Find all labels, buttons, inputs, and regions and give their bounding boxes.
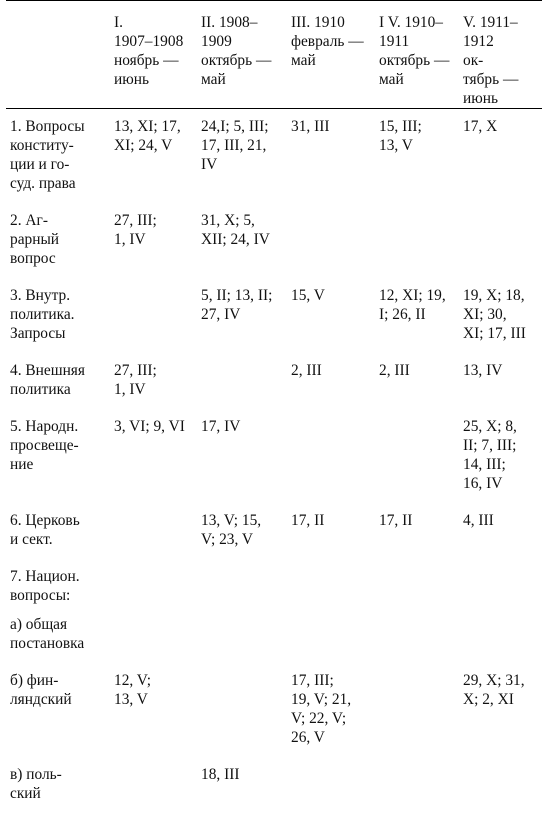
- table-cell: 27, III; 1, IV: [108, 353, 195, 409]
- table-cell: 17, IV: [195, 409, 285, 503]
- header-row: [6, 1, 542, 109]
- header-session-2: II. 1908– 1909 октябрь — май: [195, 1, 285, 109]
- table-cell: 13, XI; 17, XI; 24, V: [108, 109, 195, 204]
- table-cell: 17, II: [373, 503, 457, 559]
- row-topic: 7. Национ. вопросы:: [6, 559, 108, 607]
- table-cell: 17, II: [285, 503, 373, 559]
- table-row: [6, 203, 542, 278]
- row-topic: 5. Народн. просвеще- ние: [6, 409, 108, 503]
- table-row: [6, 559, 542, 607]
- header-session-1: I. 1907–1908 ноябрь — июнь: [108, 1, 195, 109]
- table-cell: [285, 409, 373, 503]
- table-row: [6, 353, 542, 409]
- row-topic: в) поль- ский: [6, 757, 108, 813]
- row-topic: а) общая постановка: [6, 607, 108, 663]
- header-session-4: I V. 1910– 1911 октябрь — май: [373, 1, 457, 109]
- table-header: [6, 1, 542, 109]
- table-cell: [457, 607, 542, 663]
- row-topic: 6. Церковь и сект.: [6, 503, 108, 559]
- row-topic: 2. Аг- рарный вопрос: [6, 203, 108, 278]
- table-cell: [195, 353, 285, 409]
- header-session-5: V. 1911– 1912 ок- тябрь — июнь: [457, 1, 542, 109]
- table-cell: [373, 757, 457, 813]
- table-cell: [373, 203, 457, 278]
- table-cell: [108, 757, 195, 813]
- table-cell: 24,I; 5, III; 17, III, 21, IV: [195, 109, 285, 204]
- table-row: [6, 663, 542, 757]
- header-session-3: III. 1910 февраль — май: [285, 1, 373, 109]
- table-cell: [195, 607, 285, 663]
- row-topic: б) фин- ляндский: [6, 663, 108, 757]
- table-cell: 4, III: [457, 503, 542, 559]
- row-topic: 4. Внешняя политика: [6, 353, 108, 409]
- table-row: [6, 503, 542, 559]
- table-cell: 12, XI; 19, I; 26, II: [373, 278, 457, 353]
- table-cell: 12, V; 13, V: [108, 663, 195, 757]
- table-cell: 2, III: [373, 353, 457, 409]
- table-cell: [373, 607, 457, 663]
- table-cell: [373, 409, 457, 503]
- table-cell: [108, 503, 195, 559]
- table-cell: 31, X; 5, XII; 24, IV: [195, 203, 285, 278]
- table-cell: [285, 559, 373, 607]
- table-cell: [285, 607, 373, 663]
- table-cell: 5, II; 13, II; 27, IV: [195, 278, 285, 353]
- table-cell: 15, V: [285, 278, 373, 353]
- table-cell: 25, X; 8, II; 7, III; 14, III; 16, IV: [457, 409, 542, 503]
- table-row: [6, 607, 542, 663]
- table-cell: 15, III; 13, V: [373, 109, 457, 204]
- table-cell: [457, 203, 542, 278]
- table-cell: [457, 757, 542, 813]
- table-cell: [457, 559, 542, 607]
- header-topic: [6, 1, 108, 109]
- table-cell: 13, V; 15, V; 23, V: [195, 503, 285, 559]
- table-body: [6, 109, 542, 813]
- table-cell: [285, 203, 373, 278]
- table-cell: 17, III; 19, V; 21, V; 22, V; 26, V: [285, 663, 373, 757]
- table-cell: 13, IV: [457, 353, 542, 409]
- table-cell: 19, X; 18, XI; 30, XI; 17, III: [457, 278, 542, 353]
- table-cell: 17, X: [457, 109, 542, 204]
- table-cell: 3, VI; 9, VI: [108, 409, 195, 503]
- table-row: [6, 409, 542, 503]
- table-cell: [195, 559, 285, 607]
- table-cell: 29, X; 31, X; 2, XI: [457, 663, 542, 757]
- table-cell: [285, 757, 373, 813]
- table-cell: [108, 559, 195, 607]
- session-schedule-table: [6, 0, 542, 813]
- table-cell: 18, III: [195, 757, 285, 813]
- table-cell: [108, 278, 195, 353]
- table-cell: [373, 663, 457, 757]
- table-row: [6, 109, 542, 204]
- table-cell: [108, 607, 195, 663]
- table-cell: [373, 559, 457, 607]
- table-row: [6, 757, 542, 813]
- row-topic: 1. Вопросы конститу- ции и го- суд. права: [6, 109, 108, 204]
- row-topic: 3. Внутр. политика. Запросы: [6, 278, 108, 353]
- table-cell: 27, III; 1, IV: [108, 203, 195, 278]
- table-row: [6, 278, 542, 353]
- table-cell: 2, III: [285, 353, 373, 409]
- table-cell: [195, 663, 285, 757]
- table-cell: 31, III: [285, 109, 373, 204]
